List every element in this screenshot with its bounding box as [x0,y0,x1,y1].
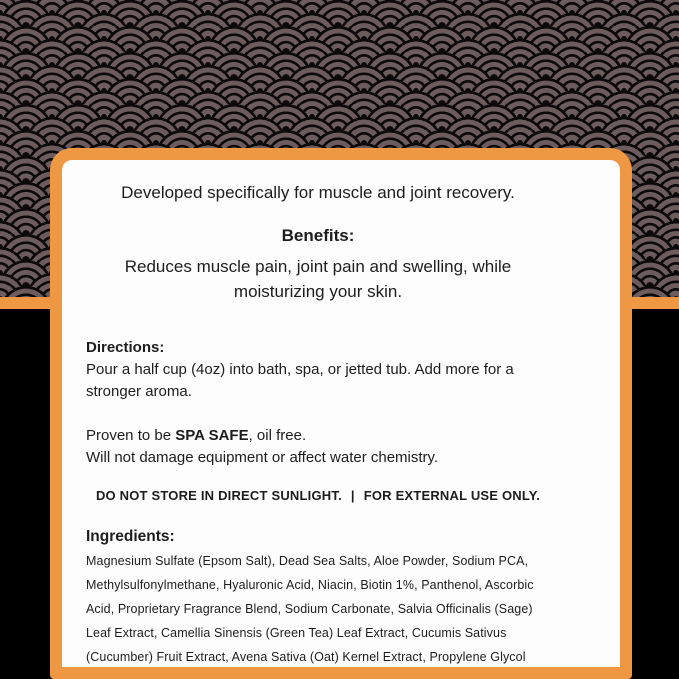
equipment-note: Will not damage equipment or affect water chemistry. [86,449,439,466]
directions-line: Pour a half cup (4oz) into bath, spa, or jetted tub. Add more for a [86,361,514,378]
caution-separator: | [350,488,355,503]
directions-heading: Directions: [86,339,165,356]
ingredients-heading: Ingredients: [86,528,175,545]
left-panel-edge-strip [0,297,50,309]
ingredients-line: Leaf Extract, Camellia Sinensis (Green Tea) Leaf Extract, Cucumis Sativus [86,626,507,640]
ingredients-line: (Cucumber) Fruit Extract, Avena Sativa (Oat) Kernel Extract, Propylene Glycol [86,650,526,664]
ingredients-list [86,549,550,669]
right-panel-edge-strip [632,297,679,309]
ingredients-line: Magnesium Sulfate (Epsom Salt), Dead Sea Salts, Aloe Powder, Sodium PCA, [86,554,529,568]
intro-text: Developed specifically for muscle and joint recovery. [121,183,515,202]
caution-right: FOR EXTERNAL USE ONLY. [363,488,541,503]
spa-safe-bold: SPA SAFE [175,427,249,444]
ingredients-line: Acid, Proprietary Fragrance Blend, Sodium Carbonate, Salvia Officinalis (Sage) [86,602,533,616]
directions-line: stronger aroma. [86,383,192,400]
benefits-heading: Benefits: [281,226,355,245]
spa-safe-suffix: , oil free. [248,427,307,444]
label-card [50,148,632,679]
caution-left: DO NOT STORE IN DIRECT SUNLIGHT. [95,488,342,503]
benefits-line: moisturizing your skin. [233,282,403,301]
caution-line [86,486,550,505]
spa-safe-line [86,425,550,447]
benefits-line: Reduces muscle pain, joint pain and swelling, while [124,257,512,276]
spa-safe-prefix: Proven to be [86,427,176,444]
directions-text [86,359,550,403]
benefits-text [86,254,550,304]
ingredients-line: Methylsulfonylmethane, Hyaluronic Acid, Niacin, Biotin 1%, Panthenol, Ascorbic [86,578,534,592]
